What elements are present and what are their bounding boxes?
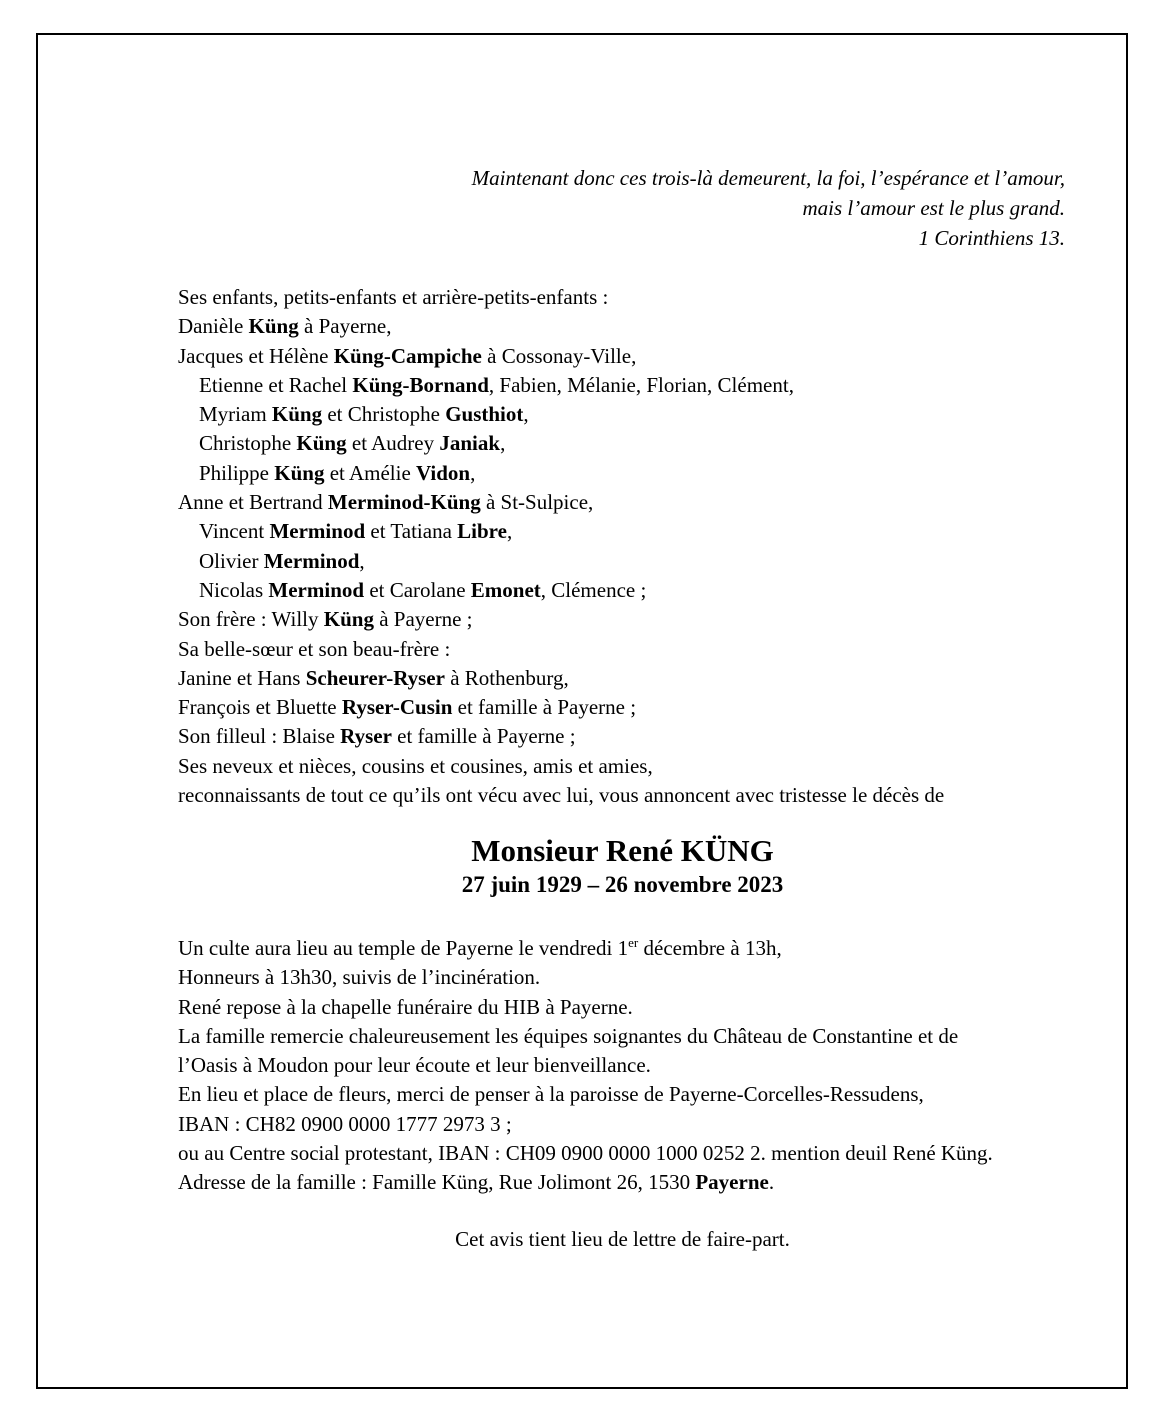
family-line	[178, 312, 1078, 341]
family-line	[178, 547, 1078, 576]
ceremony-details	[178, 934, 1078, 1198]
family-line	[178, 371, 1078, 400]
text-segment: et famille à Payerne ;	[452, 695, 637, 720]
family-line	[178, 342, 1078, 371]
family-line	[178, 693, 1078, 722]
text-segment: François et Bluette	[178, 695, 342, 720]
closing-note: Cet avis tient lieu de lettre de faire-part.	[455, 1227, 790, 1251]
text-segment: ,	[500, 431, 506, 456]
text-segment: Philippe	[199, 460, 275, 485]
text-segment: Küng	[296, 431, 347, 456]
text-segment: Küng	[323, 607, 374, 632]
text-segment: Merminod	[263, 548, 360, 573]
text-segment: .	[768, 1170, 775, 1195]
text-segment: Etienne et Rachel	[199, 372, 353, 397]
text-segment: à Payerne,	[298, 314, 392, 339]
text-segment: Küng	[274, 460, 325, 485]
text-segment: Adresse de la famille : Famille Küng, Rue Jolimont 26, 1530	[178, 1170, 696, 1195]
text-segment: Maintenant donc ces trois-là demeurent, la foi, l’espérance et l’amour,	[471, 166, 1065, 190]
service-line	[178, 1051, 1078, 1080]
text-segment: Scheurer-Ryser	[305, 665, 445, 690]
text-segment: à Rothenburg,	[444, 665, 569, 690]
text-segment: Küng-Campiche	[333, 343, 482, 368]
text-segment: Ryser-Cusin	[341, 695, 453, 720]
text-segment: Merminod	[269, 519, 366, 544]
text-segment: Honneurs à 13h30, suivis de l’incinération.	[178, 965, 541, 990]
service-line	[178, 1022, 1078, 1051]
text-segment: l’Oasis à Moudon pour leur écoute et leur bienveillance.	[178, 1053, 651, 1078]
text-segment: et Christophe	[322, 402, 446, 427]
family-line	[178, 517, 1078, 546]
text-segment: Vincent	[199, 519, 270, 544]
text-segment: Küng	[248, 314, 299, 339]
text-segment: ,	[506, 519, 513, 544]
text-segment: Un culte aura lieu au temple de Payerne le vendredi 1	[178, 936, 629, 960]
service-line	[178, 1080, 1078, 1109]
text-segment: Christophe	[199, 431, 297, 456]
text-segment: Janiak	[439, 431, 501, 456]
text-segment: Nicolas	[199, 577, 269, 602]
family-line	[178, 664, 1078, 693]
family-line	[178, 576, 1078, 605]
service-line	[178, 934, 1078, 963]
text-segment: et Audrey	[346, 431, 440, 456]
text-segment: IBAN : CH82 0900 0000 1777 2973 3 ;	[178, 1111, 512, 1136]
text-segment: mais l’amour est le plus grand.	[802, 196, 1065, 220]
text-segment: Payerne	[695, 1170, 769, 1195]
text-segment: Janine et Hans	[178, 665, 306, 690]
service-line	[178, 963, 1078, 992]
text-segment: à Cossonay-Ville,	[481, 343, 637, 368]
text-segment: et Tatiana	[365, 519, 458, 544]
text-segment: Küng-Bornand	[352, 372, 489, 397]
text-segment: Son filleul : Blaise	[178, 724, 341, 749]
quote-line	[178, 163, 1065, 193]
text-segment: Anne et Bertrand	[178, 490, 328, 515]
quote-line	[178, 223, 1065, 253]
text-segment: En lieu et place de fleurs, merci de penser à la paroisse de Payerne-Corcelles-Ressudens,	[178, 1082, 924, 1107]
text-segment: er	[628, 935, 639, 950]
text-segment: décembre à 13h,	[638, 936, 782, 960]
family-line	[178, 429, 1078, 458]
family-line	[178, 605, 1078, 634]
text-segment: ,	[470, 460, 476, 485]
text-segment: Libre	[457, 519, 507, 544]
text-segment: et Amélie	[324, 460, 417, 485]
text-segment: Küng	[271, 402, 323, 427]
service-line	[178, 1110, 1078, 1139]
family-line	[178, 752, 1078, 781]
family-line	[178, 459, 1078, 488]
text-segment: Myriam	[199, 402, 272, 427]
text-segment: et famille à Payerne ;	[391, 724, 576, 749]
deceased-dates: 27 juin 1929 – 26 novembre 2023	[461, 872, 784, 897]
family-announcement-list	[178, 283, 1078, 810]
quote-line	[178, 193, 1065, 223]
scripture-quote	[178, 163, 1065, 253]
text-segment: , Fabien, Mélanie, Florian, Clément,	[488, 372, 794, 397]
text-segment: Emonet	[470, 577, 541, 602]
text-segment: et Carolane	[364, 577, 471, 602]
text-segment: Olivier	[199, 548, 264, 573]
text-segment: à St-Sulpice,	[480, 490, 594, 515]
text-segment: Son frère : Willy	[178, 607, 324, 632]
text-segment: ou au Centre social protestant, IBAN : CH09 0900 0000 1000 0252 2. mention deuil René Küng.	[178, 1141, 993, 1166]
text-segment: Jacques et Hélène	[178, 343, 334, 368]
family-line	[178, 283, 1078, 312]
service-line	[178, 1139, 1078, 1168]
family-line	[178, 722, 1078, 751]
text-segment: 1 Corinthiens 13.	[918, 226, 1065, 250]
text-segment: ,	[359, 548, 365, 573]
text-segment: , Clémence ;	[540, 577, 647, 602]
service-line	[178, 993, 1078, 1022]
text-segment: ,	[523, 402, 529, 427]
family-line	[178, 781, 1078, 810]
text-segment: Merminod	[268, 577, 365, 602]
text-segment: Ses enfants, petits-enfants et arrière-petits-enfants :	[178, 285, 609, 309]
text-segment: Ryser	[340, 724, 392, 749]
text-segment: Merminod-Küng	[327, 490, 481, 515]
service-line	[178, 1168, 1078, 1197]
text-segment: Sa belle-sœur et son beau-frère :	[178, 636, 451, 661]
deceased-name: Monsieur René KÜNG	[471, 833, 774, 868]
family-line	[178, 635, 1078, 664]
text-segment: reconnaissants de tout ce qu’ils ont vécu avec lui, vous annoncent avec tristesse le décès de	[178, 783, 945, 808]
family-line	[178, 400, 1078, 429]
text-segment: Vidon	[416, 460, 471, 485]
text-segment: René repose à la chapelle funéraire du HIB à Payerne.	[178, 994, 633, 1019]
text-segment: à Payerne ;	[373, 607, 473, 632]
family-line	[178, 488, 1078, 517]
text-segment: Ses neveux et nièces, cousins et cousines, amis et amies,	[178, 753, 653, 778]
text-segment: Gusthiot	[445, 402, 524, 427]
text-segment: La famille remercie chaleureusement les équipes soignantes du Château de Constantine et de	[178, 1023, 959, 1048]
text-segment: Danièle	[178, 314, 249, 339]
